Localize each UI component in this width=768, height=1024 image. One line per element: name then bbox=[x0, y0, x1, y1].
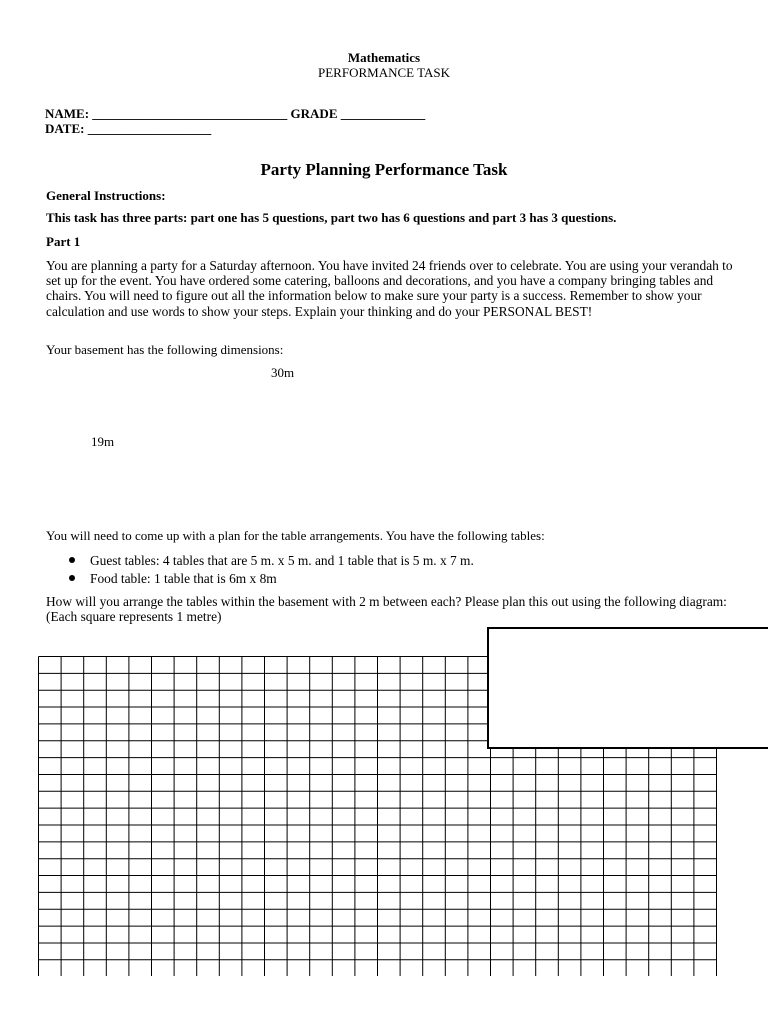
table-list bbox=[66, 552, 474, 588]
name-field[interactable]: ______________________________ bbox=[92, 106, 288, 121]
general-instructions-heading: General Instructions: bbox=[46, 188, 166, 203]
basement-width-label: 30m bbox=[271, 365, 295, 380]
dimensions-intro: Your basement has the following dimensions: bbox=[46, 342, 284, 357]
subject-heading: Mathematics bbox=[347, 50, 421, 65]
name-grade-line bbox=[45, 106, 425, 122]
tables-intro: You will need to come up with a plan for the table arrangements. You have the following tables: bbox=[46, 528, 545, 543]
arrangement-question: How will you arrange the tables within the basement with 2 m between each? Please plan this out using the following diagram: (Each square represents 1 metre) bbox=[46, 594, 727, 625]
list-item: Guest tables: 4 tables that are 5 m. x 5 m. and 1 table that is 5 m. x 7 m. bbox=[66, 552, 474, 570]
basement-height-label: 19m bbox=[91, 434, 115, 449]
part1-heading: Part 1 bbox=[46, 234, 81, 249]
task-parts-statement: This task has three parts: part one has 5 questions, part two has 6 questions and part 3 has 3 questions. bbox=[46, 210, 617, 225]
grade-field[interactable]: _____________ bbox=[340, 106, 426, 121]
date-label: DATE: bbox=[45, 121, 85, 136]
list-item: Food table: 1 table that is 6m x 8m bbox=[66, 570, 474, 588]
name-label: NAME: bbox=[45, 106, 90, 121]
page-title: Party Planning Performance Task bbox=[260, 160, 508, 179]
grade-label: GRADE bbox=[290, 106, 338, 121]
task-type-heading: PERFORMANCE TASK bbox=[318, 65, 450, 80]
answer-box[interactable] bbox=[487, 627, 768, 749]
date-line bbox=[45, 121, 211, 137]
scenario-paragraph: You are planning a party for a Saturday afternoon. You have invited 24 friends over to celebrate. You are using your verandah to set up for the event. You have ordered some catering, balloons and decorations, and you have a company bringing tables and chairs. You will need to figure out all the information below to make sure your party is a success. Remember to show your calculation and use words to show your steps. Explain your thinking and do your PERSONAL BEST! bbox=[46, 258, 733, 319]
date-field[interactable]: ___________________ bbox=[87, 121, 212, 136]
